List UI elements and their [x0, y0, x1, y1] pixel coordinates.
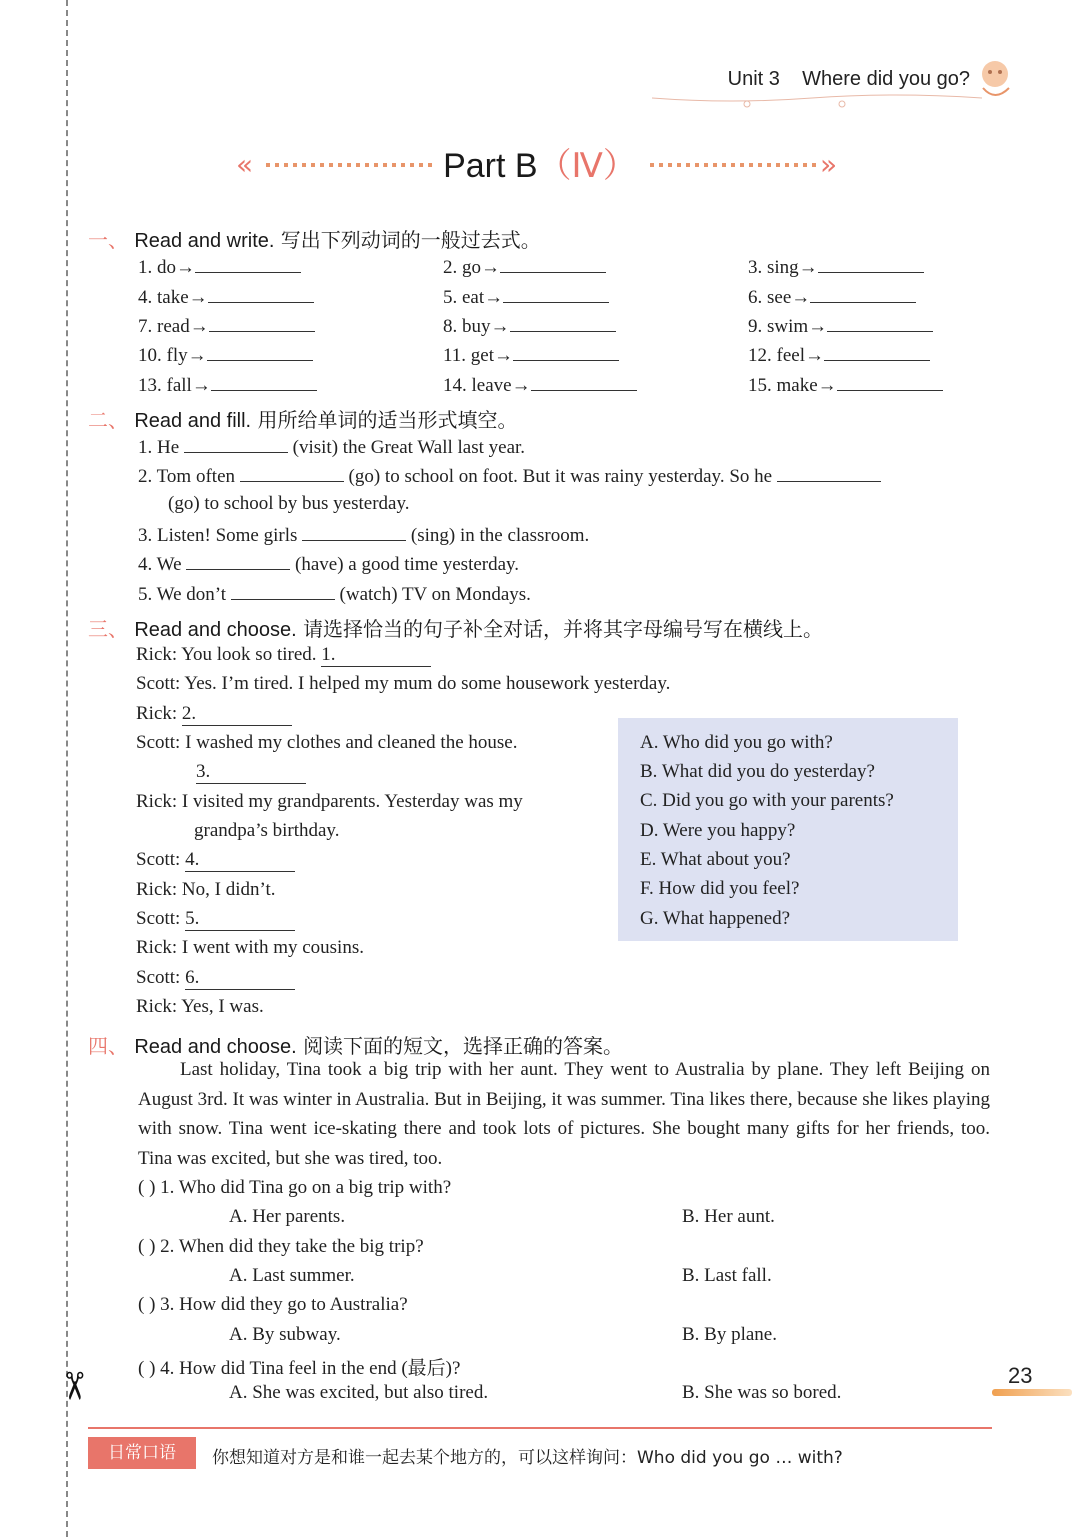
- fill-item: 1. He (visit) the Great Wall last year.: [138, 434, 525, 459]
- answer-blank[interactable]: 3.: [196, 761, 306, 784]
- option-item: E. What about you?: [640, 849, 791, 870]
- option-item: F. How did you feel?: [640, 878, 800, 899]
- daily-speaking-badge: 日常口语: [88, 1437, 196, 1469]
- section-instruction-en: Read and fill.: [134, 410, 252, 432]
- answer-blank[interactable]: [500, 254, 606, 273]
- section-1-heading: [88, 224, 541, 253]
- answer-paren[interactable]: ( ): [138, 1358, 156, 1379]
- svg-text:»: »: [820, 150, 838, 180]
- answer-blank[interactable]: [837, 372, 943, 391]
- title-main: Part B: [443, 147, 538, 185]
- unit-title: Where did you go?: [802, 68, 970, 90]
- answer-blank[interactable]: [827, 313, 933, 332]
- answer-blank[interactable]: [211, 372, 317, 391]
- answer-paren[interactable]: ( ): [138, 1236, 156, 1257]
- dialogue-line: Scott: Yes. I’m tired. I helped my mum do some housework yesterday.: [136, 673, 671, 694]
- section-instruction-cn: 请选择恰当的句子补全对话，并将其字母编号写在横线上。: [303, 617, 824, 641]
- fill-item: 3. Listen! Some girls (sing) in the classroom.: [138, 522, 589, 547]
- answer-blank[interactable]: [208, 284, 314, 303]
- option-item: A. Who did you go with?: [640, 732, 833, 753]
- option-item: D. Were you happy?: [640, 820, 796, 841]
- verb-item: 9. swim→: [748, 313, 933, 338]
- answer-paren[interactable]: ( ): [138, 1177, 156, 1198]
- choice-a[interactable]: A. Her parents.: [229, 1206, 346, 1227]
- answer-blank[interactable]: [184, 434, 288, 453]
- answer-blank[interactable]: [531, 372, 637, 391]
- dialogue-line: Rick: No, I didn’t.: [136, 879, 276, 900]
- choice-b[interactable]: B. She was so bored.: [682, 1382, 842, 1403]
- cartoon-icon: [975, 58, 1017, 104]
- dialogue-line: [196, 761, 306, 784]
- title-sub: （Ⅳ）: [537, 147, 637, 185]
- dialogue-line: Scott: 4.: [136, 849, 295, 872]
- question-line: ( ) 1. Who did Tina go on a big trip with?: [138, 1177, 452, 1198]
- answer-paren[interactable]: ( ): [138, 1294, 156, 1315]
- section-instruction-en: Read and write.: [134, 230, 275, 252]
- verb-item: 3. sing→: [748, 254, 924, 279]
- footer-divider: [88, 1427, 992, 1429]
- answer-blank[interactable]: [240, 463, 344, 482]
- section-instruction-cn: 阅读下面的短文，选择正确的答案。: [303, 1034, 624, 1058]
- answer-blank[interactable]: 6.: [185, 967, 295, 990]
- section-instruction-en: Read and choose.: [134, 1036, 297, 1058]
- dialogue-line: grandpa’s birthday.: [194, 820, 340, 841]
- answer-blank[interactable]: [510, 313, 616, 332]
- question-line: ( ) 4. How did Tina feel in the end (最后)?: [138, 1358, 461, 1379]
- section-number: 一、: [88, 228, 128, 252]
- unit-label: Unit 3: [727, 68, 780, 90]
- svg-text:«: «: [236, 150, 254, 180]
- section-instruction-cn: 写出下列动词的一般过去式。: [280, 228, 541, 252]
- choice-a[interactable]: A. Last summer.: [229, 1265, 355, 1286]
- answer-blank[interactable]: 2.: [182, 703, 292, 726]
- verb-item: 15. make→: [748, 372, 943, 397]
- option-item: G. What happened?: [640, 908, 791, 929]
- fill-item: 2. Tom often (go) to school on foot. But it was rainy yesterday. So he: [138, 463, 881, 488]
- option-item: C. Did you go with your parents?: [640, 790, 894, 811]
- choice-b[interactable]: B. Last fall.: [682, 1265, 772, 1286]
- verb-item: 8. buy→: [443, 313, 616, 338]
- answer-blank[interactable]: 4.: [185, 849, 295, 872]
- dialogue-line: Rick: Yes, I was.: [136, 996, 264, 1017]
- section-2-heading: [88, 404, 517, 433]
- dialogue-line: Rick: You look so tired. 1.: [136, 644, 431, 667]
- answer-blank[interactable]: 1.: [321, 644, 431, 667]
- verb-item: 14. leave→: [443, 372, 637, 397]
- verb-item: 11. get→: [443, 342, 619, 367]
- option-item: B. What did you do yesterday?: [640, 761, 875, 782]
- fill-item: 4. We (have) a good time yesterday.: [138, 551, 519, 576]
- verb-item: 6. see→: [748, 284, 916, 309]
- answer-blank[interactable]: [302, 522, 406, 541]
- verb-item: 2. go→: [443, 254, 606, 279]
- answer-blank[interactable]: [824, 342, 930, 361]
- scissors-icon: ✂: [51, 1370, 96, 1402]
- choice-b[interactable]: B. By plane.: [682, 1324, 777, 1345]
- answer-blank[interactable]: [231, 581, 335, 600]
- options-box: [618, 718, 958, 941]
- answer-blank[interactable]: [503, 284, 609, 303]
- section-instruction-cn: 用所给单词的适当形式填空。: [257, 408, 518, 432]
- answer-blank[interactable]: [818, 254, 924, 273]
- answer-blank[interactable]: [777, 463, 881, 482]
- dialogue-line: Rick: I went with my cousins.: [136, 937, 364, 958]
- page-number: 23: [1008, 1363, 1033, 1388]
- dialogue-line: Scott: I washed my clothes and cleaned the house.: [136, 732, 518, 753]
- dialogue-line: Scott: 5.: [136, 908, 295, 931]
- answer-blank[interactable]: [209, 313, 315, 332]
- answer-blank[interactable]: 5.: [185, 908, 295, 931]
- dialogue-line: Rick: I visited my grandparents. Yesterday was my: [136, 791, 523, 812]
- verb-item: 4. take→: [138, 284, 314, 309]
- page-title: [0, 138, 1080, 187]
- answer-blank[interactable]: [810, 284, 916, 303]
- daily-speaking-tip: 你想知道对方是和谁一起去某个地方的，可以这样询问：Who did you go … with?: [212, 1448, 843, 1468]
- choice-b[interactable]: B. Her aunt.: [682, 1206, 775, 1227]
- fill-item: 5. We don’t (watch) TV on Mondays.: [138, 581, 531, 606]
- verb-item: 1. do→: [138, 254, 301, 279]
- section-3-heading: [88, 613, 823, 642]
- answer-blank[interactable]: [207, 342, 313, 361]
- answer-blank[interactable]: [513, 342, 619, 361]
- unit-header: [728, 68, 970, 91]
- verb-item: 10. fly→: [138, 342, 313, 367]
- section-number: 三、: [88, 617, 128, 641]
- question-line: ( ) 3. How did they go to Australia?: [138, 1294, 408, 1315]
- dialogue-line: Scott: 6.: [136, 967, 295, 990]
- verb-item: 13. fall→: [138, 372, 317, 397]
- dialogue-line: Rick: 2.: [136, 703, 292, 726]
- choice-a[interactable]: A. She was excited, but also tired.: [229, 1382, 489, 1403]
- section-instruction-en: Read and choose.: [134, 619, 297, 641]
- answer-blank[interactable]: [186, 551, 290, 570]
- question-line: ( ) 2. When did they take the big trip?: [138, 1236, 424, 1257]
- page-number-bar: [992, 1389, 1072, 1396]
- section-number: 四、: [88, 1034, 128, 1058]
- fill-item-continued: (go) to school by bus yesterday.: [168, 493, 410, 514]
- verb-item: 12. feel→: [748, 342, 930, 367]
- choice-a[interactable]: A. By subway.: [229, 1324, 341, 1345]
- cut-line: [66, 0, 68, 1537]
- answer-blank[interactable]: [195, 254, 301, 273]
- header-decoration: [652, 92, 982, 112]
- section-number: 二、: [88, 408, 128, 432]
- reading-passage: Last holiday, Tina took a big trip with her aunt. They went to Australia by plane. They left Beijing on August 3rd. It was winter in Australia. But in Beijing, it was summer. Tina likes there, because she likes playing with snow. Tina went ice-skating there and took lots of pictures. She bought many gifts for her friends, too. Tina was excited, but she was tired, too.: [138, 1059, 990, 1169]
- verb-item: 7. read→: [138, 313, 315, 338]
- verb-item: 5. eat→: [443, 284, 609, 309]
